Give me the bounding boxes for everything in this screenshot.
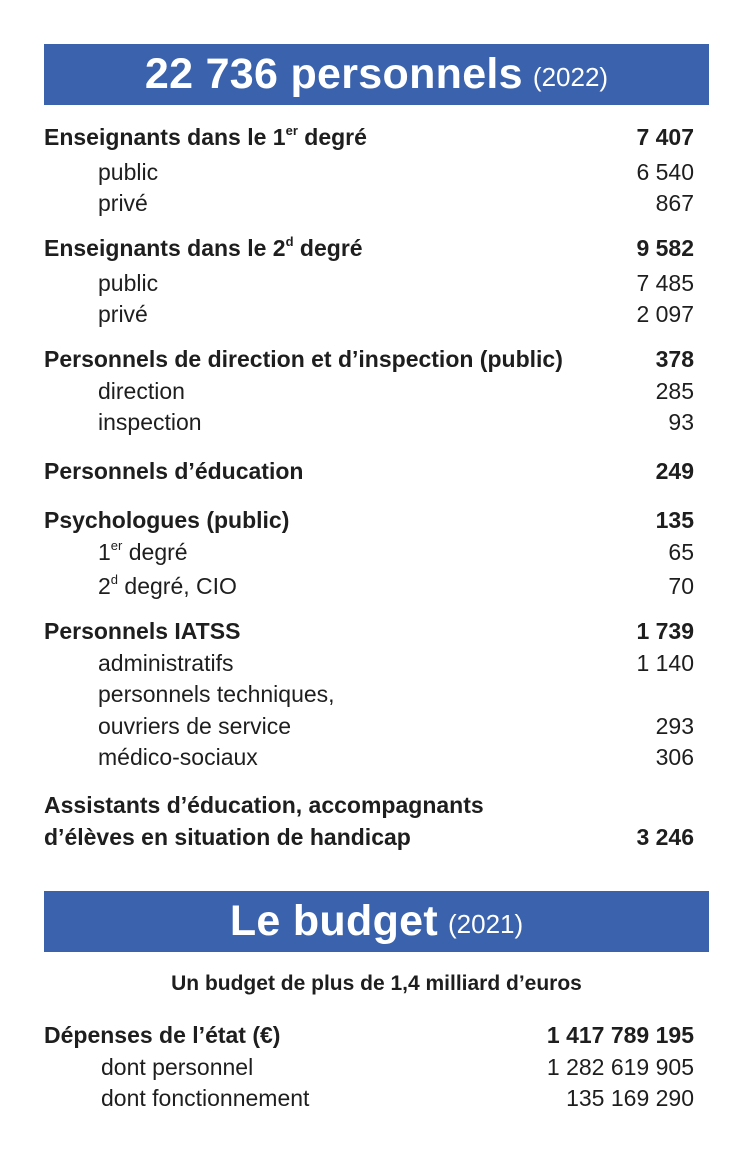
budget-total-value: 1 417 789 195: [546, 1022, 694, 1048]
list-item: public 7 485: [98, 269, 694, 296]
budget-subtitle: Un budget de plus de 1,4 milliard d’euros: [171, 972, 582, 995]
group-teachers-primary: [44, 122, 694, 220]
group-label: Personnels d’éducation: [44, 458, 304, 484]
list-item: administratifs 1 140: [98, 649, 694, 676]
group-iatss: [44, 616, 694, 774]
group-value: 378: [655, 346, 694, 372]
group-label: d’élèves en situation de handicap: [44, 823, 411, 850]
budget-banner-title: Le budget: [229, 897, 438, 945]
budget-expenses: [44, 1020, 694, 1115]
group-value: 135: [655, 507, 694, 533]
group-header: [44, 344, 694, 376]
budget-banner: [44, 891, 709, 952]
group-value: 3 246: [636, 823, 694, 850]
list-item: personnels techniques,: [98, 681, 335, 707]
group-header: [44, 233, 694, 268]
personnel-banner-title: 22 736 personnels: [144, 50, 523, 98]
list-item: inspection 93: [98, 409, 694, 435]
group-header: [44, 616, 694, 648]
list-item: privé 867: [98, 190, 694, 216]
group-education-staff: [44, 456, 694, 488]
group-header-line1: [44, 790, 694, 822]
budget-total-row: [44, 1020, 694, 1052]
group-direction-inspection: [44, 344, 694, 439]
list-item: privé 2 097: [98, 301, 694, 327]
group-header-line2: [44, 822, 694, 854]
list-item: ouvriers de service 293: [98, 712, 694, 739]
list-item: direction 285: [98, 377, 694, 404]
group-value: 249: [655, 458, 694, 484]
list-item: 1er degré 65: [98, 537, 694, 565]
personnel-banner: [44, 44, 709, 105]
list-item: 2$^d$ degré, CIO 70: [98, 572, 694, 599]
group-header: [44, 122, 694, 157]
list-item: dont personnel 1 282 619 905: [101, 1053, 694, 1080]
group-header: [44, 456, 694, 488]
list-item: public 6 540: [98, 158, 694, 185]
group-psychologists: [44, 505, 694, 606]
group-label: Psychologues (public): [44, 507, 290, 533]
group-label: Enseignants dans le 2$^d$ degré: [44, 234, 363, 261]
group-label: Personnels IATSS: [44, 618, 241, 644]
group-label: Assistants d’éducation, accompagnants: [44, 792, 484, 818]
group-value: 7 407: [636, 124, 694, 150]
group-value: 1 739: [636, 618, 694, 644]
group-label: Enseignants dans le 1er degré: [44, 123, 367, 150]
group-header: [44, 505, 694, 537]
list-item: dont fonctionnement 135 169 290: [101, 1085, 694, 1111]
list-item: médico-sociaux 306: [98, 744, 694, 770]
group-value: 9 582: [636, 235, 694, 261]
budget-total-label: Dépenses de l’état (€): [44, 1022, 281, 1048]
personnel-banner-year: (2022): [532, 62, 609, 92]
group-label: Personnels de direction et d’inspection (public): [44, 346, 563, 372]
group-teachers-secondary: [44, 233, 694, 331]
budget-banner-year: (2021): [447, 909, 524, 939]
group-assistants: [44, 790, 694, 853]
